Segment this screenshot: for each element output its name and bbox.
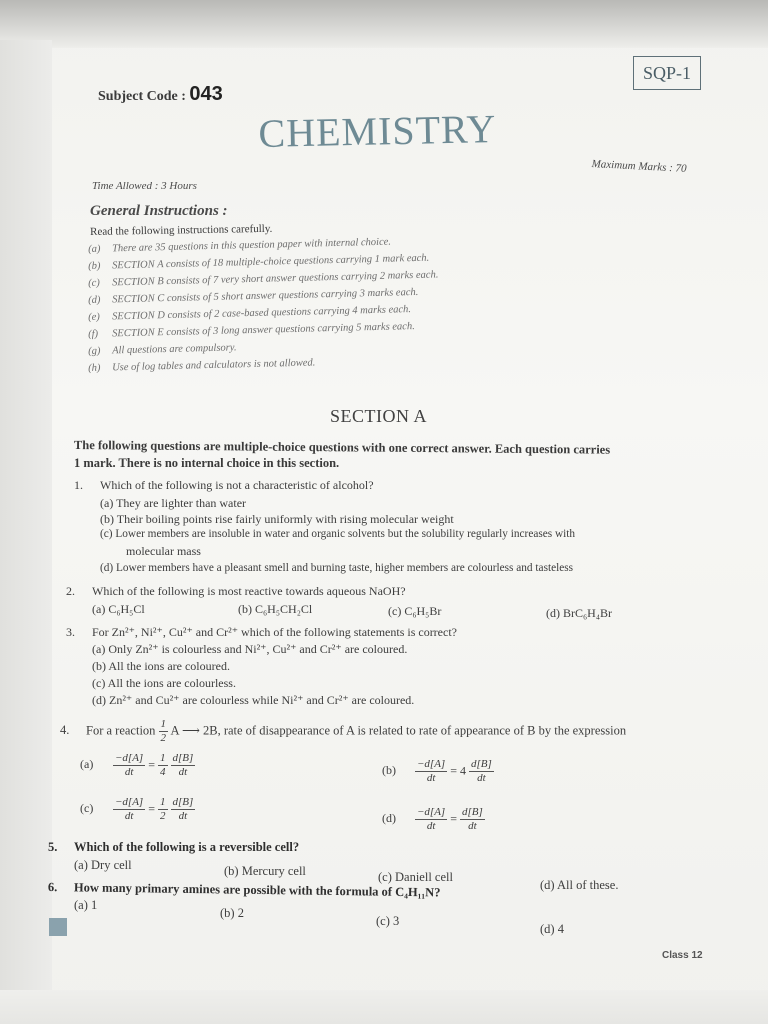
q2-option-d: (d) BrC₆H₄Br [546, 606, 613, 620]
instruction-item: (a) There are 35 questions in this question paper with internal choice. [88, 236, 392, 255]
q1-option-b: (b) Their boiling points rise fairly uniformly with rising molecular weight [100, 512, 454, 526]
q2-option-a: (a) C₆H₅Cl [92, 602, 145, 616]
question-5: 5. Which of the following is a reversible cell? [48, 840, 300, 854]
q1-option-c-cont: molecular mass [126, 544, 201, 558]
section-a-intro-line2: 1 mark. There is no internal choice in this section. [74, 456, 340, 470]
q2-option-c: (c) C₆H₅Br [388, 604, 442, 618]
page-left-shadow [0, 40, 52, 1024]
instruction-item: (g) All questions are compulsory. [88, 342, 237, 357]
q4-option-c: (c) $\frac{-d[A]}{dt}$ = $\frac{1}{2}$ $\frac{d[B]}{dt}$ [80, 796, 194, 822]
q3-option-b: (b) All the ions are coloured. [92, 659, 230, 673]
section-a-intro-line1: The following questions are multiple-choice questions with one correct answer. Each question carries [73, 438, 611, 457]
instructions-intro: Read the following instructions carefully. [90, 222, 273, 238]
question-1: 1. Which of the following is not a characteristic of alcohol? [74, 478, 374, 492]
instruction-item: (d) SECTION C consists of 5 short answer questions carrying 3 marks each. [88, 286, 419, 306]
subject-code-label: Subject Code : [98, 89, 186, 104]
question-2: 2. Which of the following is most reactive towards aqueous NaOH? [66, 584, 406, 598]
time-allowed: Time Allowed : 3 Hours [92, 180, 197, 192]
general-instructions-heading: General Instructions : [90, 203, 228, 219]
q1-option-d: (d) Lower members have a pleasant smell and burning taste, higher members are colourless and tasteless [100, 562, 574, 574]
page-top-edge [0, 0, 768, 48]
q3-option-a: (a) Only Zn²⁺ is colourless and Ni²⁺, Cu²⁺ and Cr²⁺ are coloured. [92, 642, 408, 656]
class-tag: Class 12 [662, 950, 703, 961]
q4-option-b: (b) $\frac{-d[A]}{dt}$ = 4 $\frac{d[B]}{dt}$ [382, 758, 492, 784]
instruction-item: (f) SECTION E consists of 3 long answer questions carrying 5 marks each. [88, 321, 415, 340]
q5-option-c: (c) Daniell cell [378, 870, 453, 884]
instruction-item: (e) SECTION D consists of 2 case-based questions carrying 4 marks each. [88, 304, 412, 323]
q6-option-d: (d) 4 [540, 922, 564, 936]
question-3: 3. For Zn²⁺, Ni²⁺, Cu²⁺ and Cr²⁺ which of the following statements is correct? [66, 625, 457, 639]
q5-option-a: (a) Dry cell [74, 858, 132, 872]
q1-option-a: (a) They are lighter than water [100, 496, 247, 510]
page-title: CHEMISTRY [258, 106, 497, 156]
q1-option-c: (c) Lower members are insoluble in water and organic solvents but the solubility regularly increases with [100, 528, 576, 540]
maximum-marks: Maximum Marks : 70 [591, 158, 687, 175]
half-fraction: $\frac{1}{2}$ [160, 718, 167, 744]
q5-option-b: (b) Mercury cell [224, 864, 306, 878]
page-margin-marker [49, 918, 67, 936]
page-bottom-edge [0, 990, 768, 1024]
instruction-item: (h) Use of log tables and calculators is not allowed. [88, 357, 316, 374]
question-6: 6. How many primary amines are possible with the formula of C₄H₁₁N? [47, 880, 441, 900]
instruction-item: (b) SECTION A consists of 18 multiple-choice questions carrying 1 mark each. [88, 252, 430, 272]
instruction-item: (c) SECTION B consists of 7 very short answer questions carrying 2 marks each. [88, 269, 439, 289]
q4-option-d: (d) $\frac{-d[A]}{dt}$ = $\frac{d[B]}{dt}$ [382, 806, 483, 832]
q6-option-a: (a) 1 [74, 898, 98, 912]
q6-option-c: (c) 3 [376, 914, 400, 928]
question-4: 4. For a reaction $\frac{1}{2}$ A ⟶ 2B, rate of disappearance of A is related to rate of appearance of B by the expression [60, 718, 627, 744]
q6-option-b: (b) 2 [220, 906, 244, 920]
q4-option-a: (a) $\frac{-d[A]}{dt}$ = $\frac{1}{4}$ $\frac{d[B]}{dt}$ [80, 752, 194, 778]
sqp-badge: SQP-1 [633, 56, 701, 90]
section-a-heading: SECTION A [330, 406, 428, 426]
q3-option-d: (d) Zn²⁺ and Cu²⁺ are colourless while Ni²⁺ and Cr²⁺ are coloured. [92, 693, 415, 707]
subject-code-line [98, 83, 223, 106]
q2-option-b: (b) C₆H₅CH₂Cl [238, 602, 313, 616]
subject-code-value: 043 [189, 83, 223, 105]
q5-option-d: (d) All of these. [540, 878, 619, 892]
q3-option-c: (c) All the ions are colourless. [92, 676, 236, 690]
